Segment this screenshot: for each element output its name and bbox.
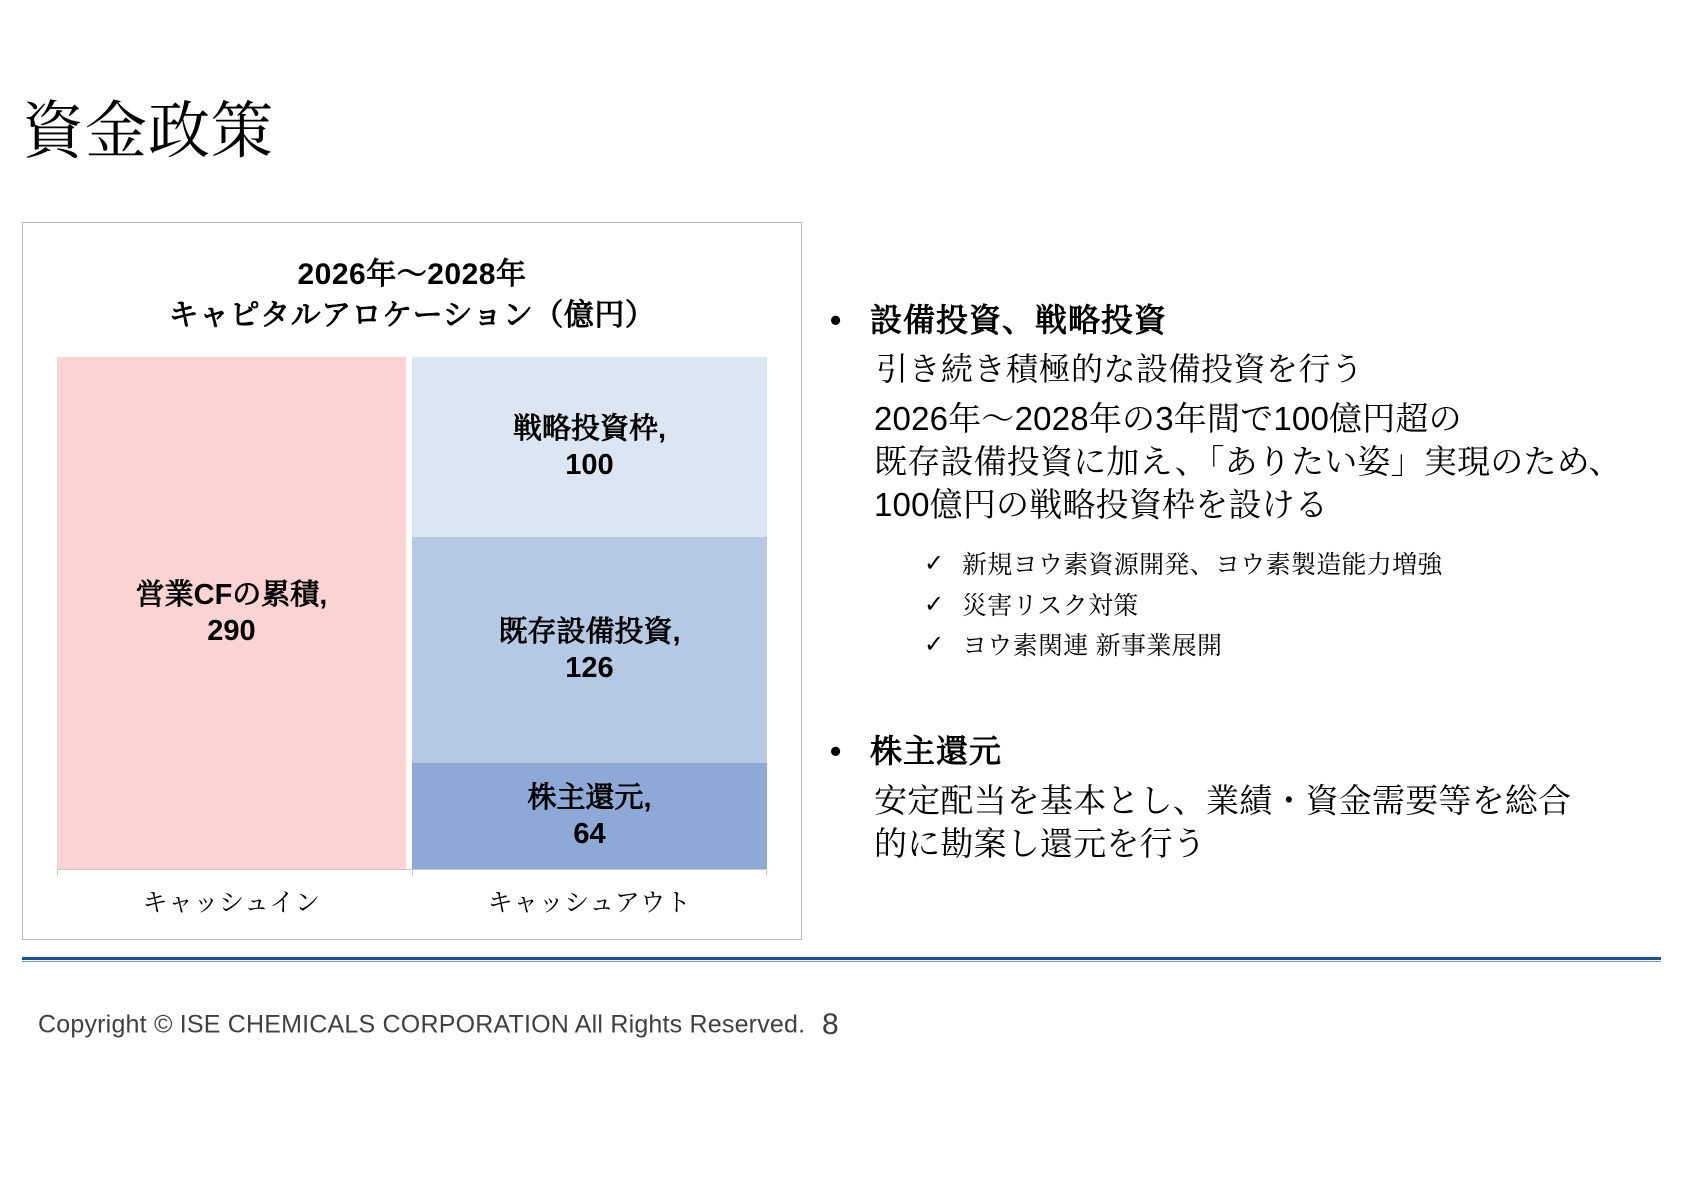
notes-subline-investment: 引き続き積極的な設備投資を行う xyxy=(876,350,1364,387)
notes-heading-investment xyxy=(818,300,1658,342)
check-list-item xyxy=(924,586,1658,627)
segment-existing-capex xyxy=(412,537,767,763)
bullet-dot-icon: • xyxy=(830,302,843,338)
chart-category-labels xyxy=(57,883,767,923)
segment-operating-cf-label: 営業CFの累積, xyxy=(135,578,328,611)
chart-title-line2: キャピタルアロケーション（億円） xyxy=(168,298,656,332)
segment-shareholder-return-value: 64 xyxy=(573,818,606,850)
notes-heading-shareholder-return xyxy=(818,731,1658,773)
footer-divider-secondary xyxy=(22,961,1661,962)
notes-heading-investment-text: 設備投資、戦略投資 xyxy=(870,302,1168,338)
check-icon: ✓ xyxy=(924,550,945,578)
check-list-item-text: 新規ヨウ素資源開発、ヨウ素製造能力増強 xyxy=(962,551,1443,580)
notes-paragraph-investment-line1: 2026年～2028年の3年間で100億円超の xyxy=(874,400,1462,438)
bar-cash-in xyxy=(57,357,406,869)
notes-paragraph-shareholder-return xyxy=(818,780,1658,866)
footer-divider xyxy=(22,957,1661,960)
check-list-item-text: 災害リスク対策 xyxy=(962,591,1139,620)
notes-check-list xyxy=(818,545,1658,667)
bar-cash-out xyxy=(412,357,767,869)
page-title: 資金政策 xyxy=(22,97,275,166)
chart-title xyxy=(23,255,801,336)
category-label-cash-in: キャッシュイン xyxy=(142,889,321,917)
notes-paragraph-investment-line2: 既存設備投資に加え、「ありたい姿」実現のため、 xyxy=(874,443,1622,481)
segment-operating-cf xyxy=(57,357,406,869)
notes-paragraph-shareholder-return-line2: 的に勘案し還元を行う xyxy=(874,825,1206,863)
notes-paragraph-investment xyxy=(818,398,1658,527)
axis-tick-mid xyxy=(412,869,413,876)
notes-paragraph-shareholder-return-line1: 安定配当を基本とし、業績・資金需要等を総合 xyxy=(874,782,1572,820)
notes-block-shareholder-return xyxy=(818,731,1658,866)
chart-title-line1: 2026年～2028年 xyxy=(297,258,527,291)
segment-shareholder-return-label: 株主還元, xyxy=(527,781,652,814)
segment-strategic-investment xyxy=(412,357,767,537)
notes-paragraph-investment-line3: 100億円の戦略投資枠を設ける xyxy=(874,486,1329,524)
axis-tick-left xyxy=(57,869,58,876)
segment-strategic-investment-label: 戦略投資枠, xyxy=(512,412,667,445)
notes-block-spacer xyxy=(818,667,1658,731)
check-icon: ✓ xyxy=(924,590,945,618)
segment-shareholder-return xyxy=(412,763,767,869)
copyright-text: Copyright © ISE CHEMICALS CORPORATION All Rights Reserved. xyxy=(38,1010,806,1039)
page-number: 8 xyxy=(822,1008,839,1041)
check-icon: ✓ xyxy=(924,631,945,659)
axis-tick-right xyxy=(766,869,767,876)
category-label-cash-out: キャッシュアウト xyxy=(487,889,692,917)
notes-heading-shareholder-return-text: 株主還元 xyxy=(870,732,1003,769)
capital-allocation-chart xyxy=(22,222,802,940)
bullet-dot-icon: • xyxy=(830,732,843,769)
segment-existing-capex-value: 126 xyxy=(565,651,614,684)
chart-plot-area xyxy=(57,357,767,869)
segment-strategic-investment-value: 100 xyxy=(565,448,614,481)
check-list-item-text: ヨウ素関連 新事業展開 xyxy=(962,632,1223,661)
check-list-item xyxy=(924,626,1658,667)
notes-column xyxy=(818,300,1658,866)
segment-operating-cf-value: 290 xyxy=(207,615,256,647)
segment-existing-capex-label: 既存設備投資, xyxy=(498,615,681,648)
notes-block-investment xyxy=(818,300,1658,667)
check-list-item xyxy=(924,545,1658,586)
